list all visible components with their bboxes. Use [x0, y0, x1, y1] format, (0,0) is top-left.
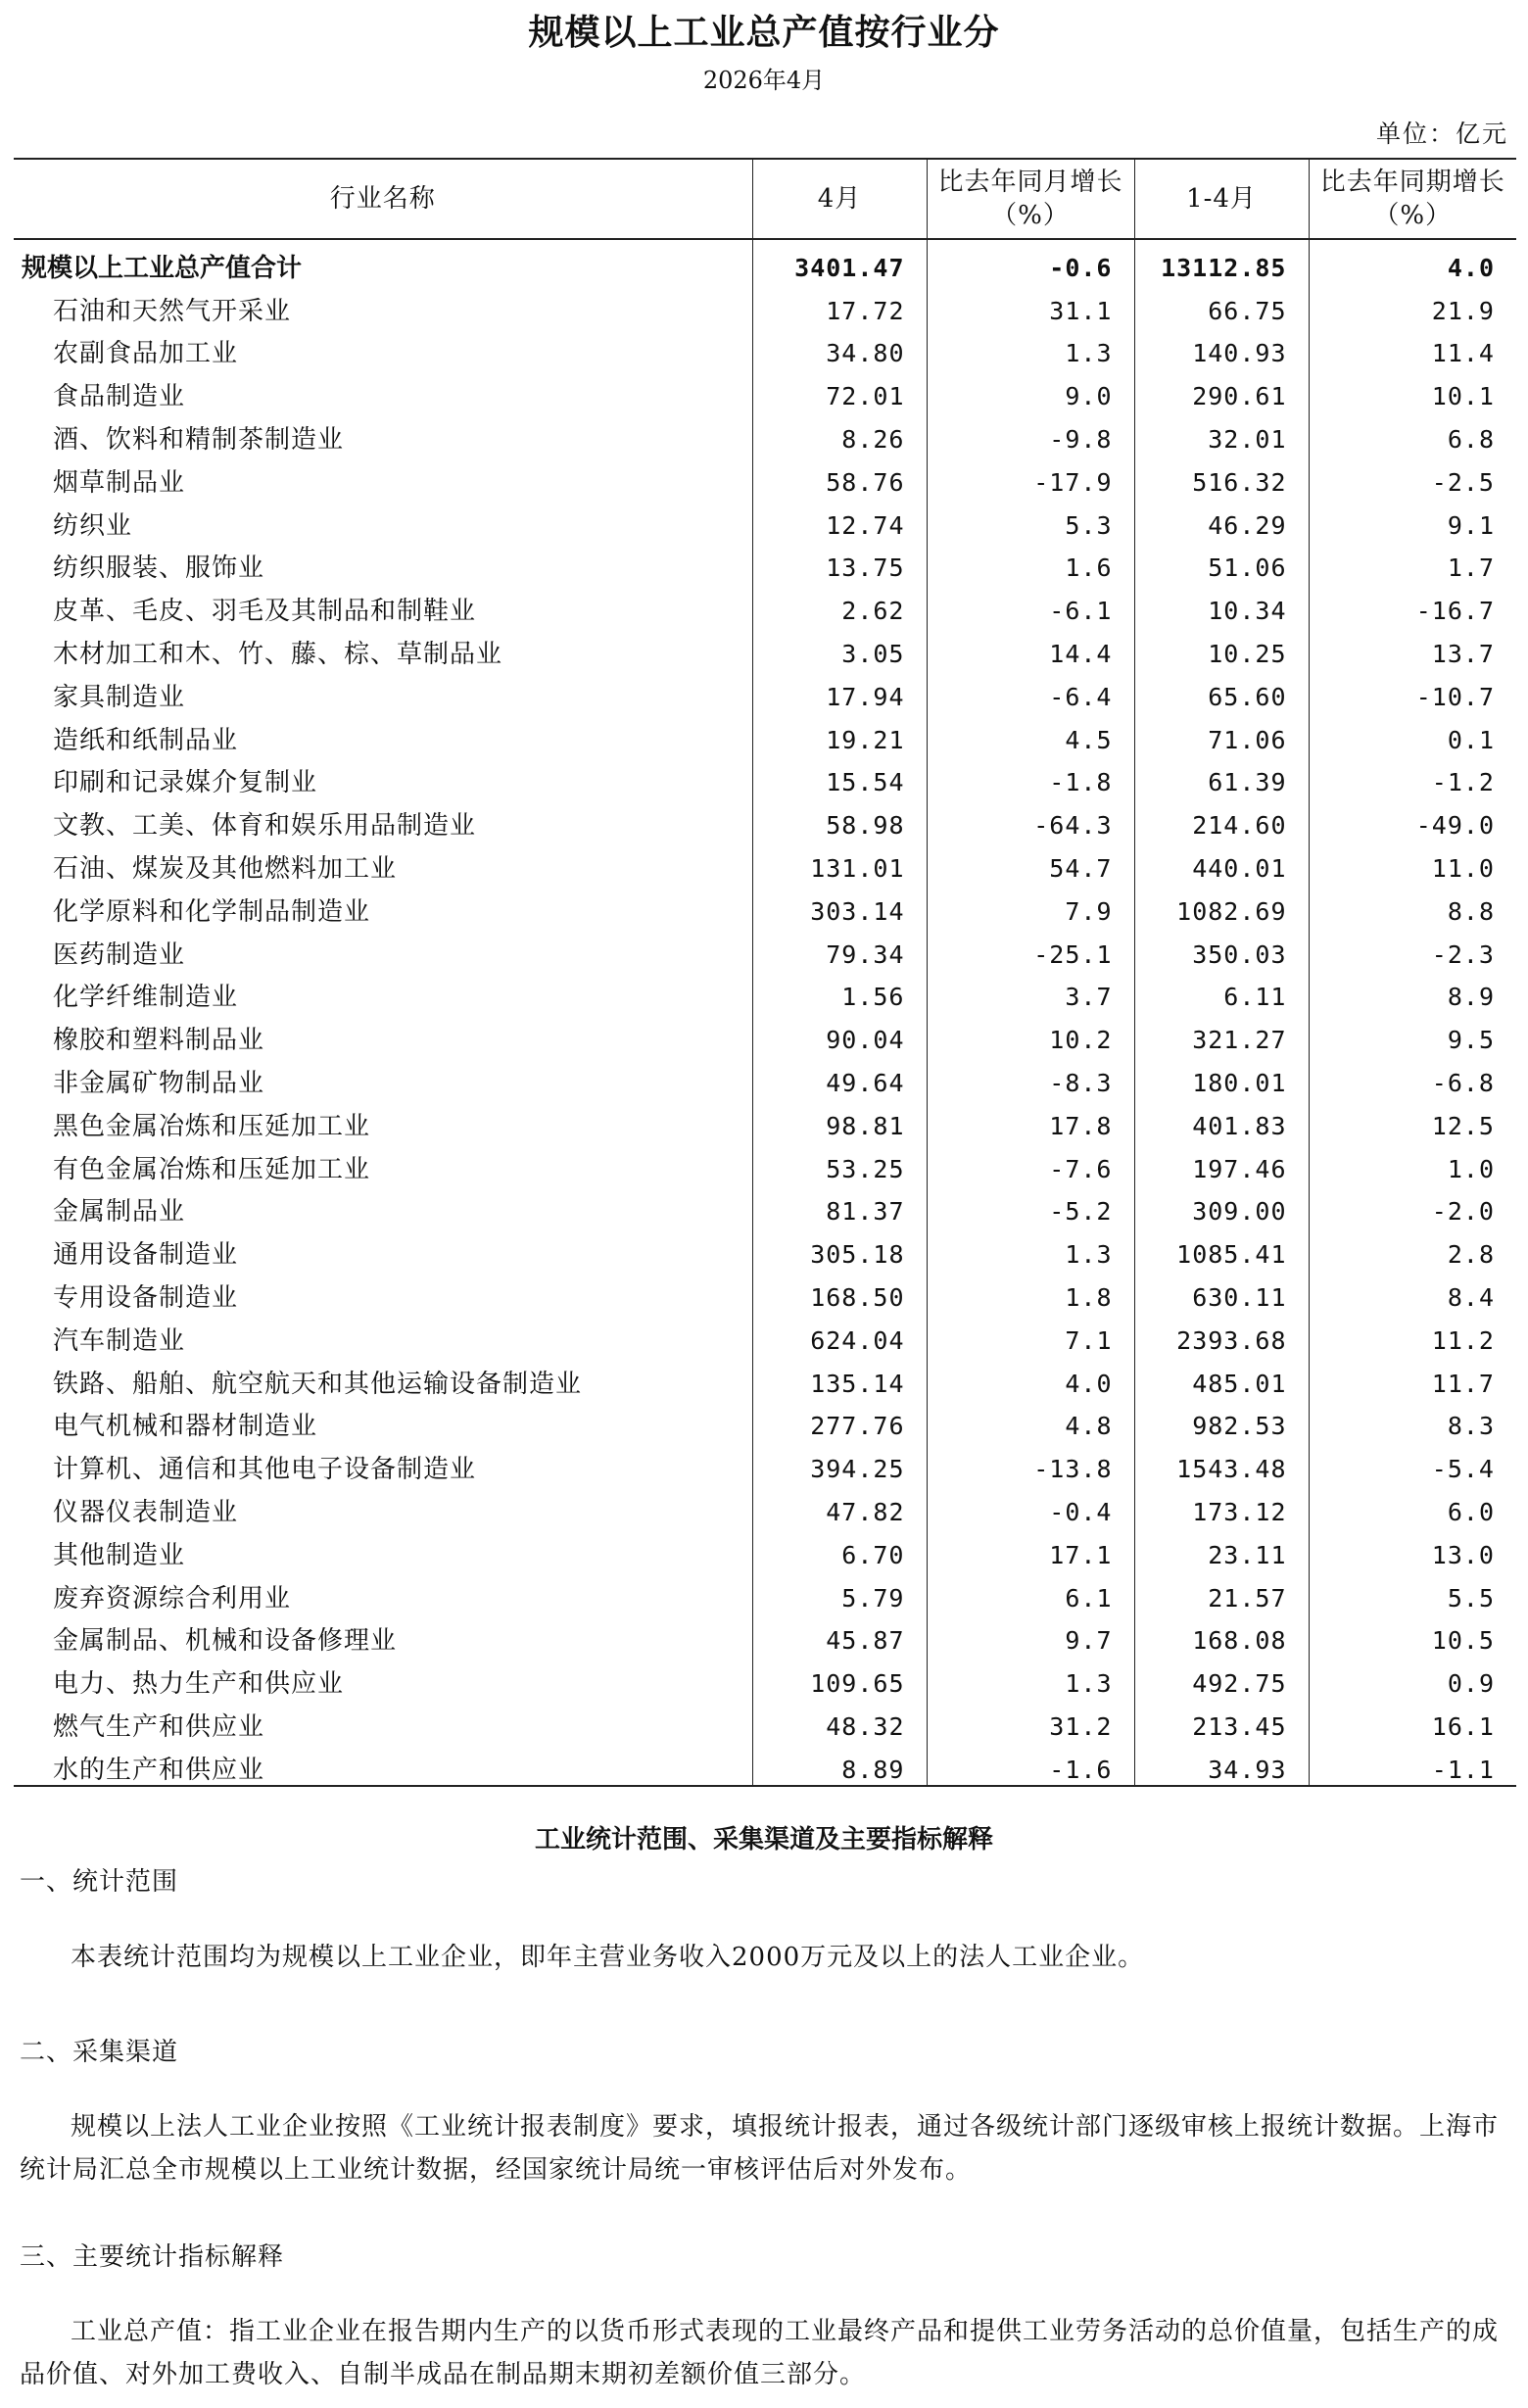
month-value: 8.26 — [752, 411, 927, 455]
section-channel-heading: 二、采集渠道 — [20, 2038, 179, 2067]
cumulative-growth: -2.0 — [1309, 1184, 1516, 1228]
table-row — [14, 841, 1516, 884]
cumulative-value: 630.11 — [1134, 1270, 1309, 1313]
cumulative-growth: 12.5 — [1309, 1098, 1516, 1141]
month-value: 98.81 — [752, 1098, 927, 1141]
cumulative-growth: 13.0 — [1309, 1527, 1516, 1570]
month-value: 2.62 — [752, 583, 927, 626]
table-row — [14, 1227, 1516, 1270]
cumulative-growth: 8.8 — [1309, 884, 1516, 927]
cumulative-growth: -2.5 — [1309, 455, 1516, 498]
month-growth: 54.7 — [927, 841, 1134, 884]
section-indicator-heading: 三、主要统计指标解释 — [20, 2242, 285, 2272]
industry-name: 金属制品、机械和设备修理业 — [53, 1626, 398, 1657]
cumulative-value: 1085.41 — [1134, 1227, 1309, 1270]
month-value: 19.21 — [752, 712, 927, 755]
industry-name: 黑色金属冶炼和压延加工业 — [53, 1111, 371, 1141]
table-row — [14, 884, 1516, 927]
cumulative-value: 290.61 — [1134, 368, 1309, 411]
table-row — [14, 970, 1516, 1013]
cumulative-growth: 9.5 — [1309, 1012, 1516, 1055]
month-growth: 1.3 — [927, 1656, 1134, 1699]
cumulative-value: 10.25 — [1134, 626, 1309, 669]
header-cumulative: 1-4月 — [1134, 159, 1309, 239]
table-row — [14, 1742, 1516, 1786]
industry-name: 食品制造业 — [53, 382, 186, 412]
table-row — [14, 1527, 1516, 1570]
table-row — [14, 1313, 1516, 1356]
cumulative-value: 213.45 — [1134, 1699, 1309, 1742]
month-value: 81.37 — [752, 1184, 927, 1228]
month-growth: 14.4 — [927, 626, 1134, 669]
cumulative-value: 66.75 — [1134, 283, 1309, 326]
cumulative-growth: 8.9 — [1309, 970, 1516, 1013]
industry-name: 纺织服装、服饰业 — [53, 554, 265, 584]
month-growth: 6.1 — [927, 1570, 1134, 1613]
cumulative-growth: 21.9 — [1309, 283, 1516, 326]
month-value: 131.01 — [752, 841, 927, 884]
month-growth: 7.9 — [927, 884, 1134, 927]
cumulative-growth: 6.8 — [1309, 411, 1516, 455]
month-value: 17.72 — [752, 283, 927, 326]
month-value: 624.04 — [752, 1313, 927, 1356]
industry-name: 农副食品加工业 — [53, 339, 239, 369]
table-row — [14, 669, 1516, 712]
cumulative-value: 21.57 — [1134, 1570, 1309, 1613]
month-growth: 3.7 — [927, 970, 1134, 1013]
cumulative-value: 71.06 — [1134, 712, 1309, 755]
cumulative-value: 214.60 — [1134, 797, 1309, 841]
header-cumulative-growth: 比去年同期增长（%） — [1309, 159, 1516, 239]
unit-label: 单位：亿元 — [1375, 120, 1508, 148]
cumulative-value: 180.01 — [1134, 1055, 1309, 1098]
month-growth: -1.8 — [927, 755, 1134, 798]
month-growth: -9.8 — [927, 411, 1134, 455]
cumulative-growth: 5.5 — [1309, 1570, 1516, 1613]
industry-name: 印刷和记录媒介复制业 — [53, 768, 318, 798]
month-growth: 31.1 — [927, 283, 1134, 326]
month-value: 3.05 — [752, 626, 927, 669]
industry-name: 橡胶和塑料制品业 — [53, 1026, 265, 1056]
table-row — [14, 1441, 1516, 1484]
industry-name: 电气机械和器材制造业 — [53, 1412, 318, 1442]
section-channel-text: 规模以上法人工业企业按照《工业统计报表制度》要求，填报统计报表，通过各级统计部门逐级审核上报统计数据。上海市统计局汇总全市规模以上工业统计数据，经国家统计局统一审核评估后对外发布。 — [20, 2112, 1500, 2185]
report-title: 规模以上工业总产值按行业分 — [528, 13, 1000, 53]
industry-name: 石油、煤炭及其他燃料加工业 — [53, 853, 398, 884]
section-scope-heading: 一、统计范围 — [20, 1867, 179, 1897]
month-growth: 4.8 — [927, 1399, 1134, 1442]
cumulative-value: 401.83 — [1134, 1098, 1309, 1141]
cumulative-growth: -10.7 — [1309, 669, 1516, 712]
month-value: 13.75 — [752, 541, 927, 584]
month-value: 49.64 — [752, 1055, 927, 1098]
cumulative-value: 173.12 — [1134, 1484, 1309, 1527]
month-value: 8.89 — [752, 1742, 927, 1786]
cumulative-value: 46.29 — [1134, 498, 1309, 541]
cumulative-value: 1543.48 — [1134, 1441, 1309, 1484]
month-growth: 17.1 — [927, 1527, 1134, 1570]
header-month-growth: 比去年同月增长（%） — [927, 159, 1134, 239]
month-growth: -8.3 — [927, 1055, 1134, 1098]
table-row — [14, 626, 1516, 669]
month-growth: -0.4 — [927, 1484, 1134, 1527]
table-row — [14, 283, 1516, 326]
table-row — [14, 326, 1516, 369]
month-value: 45.87 — [752, 1613, 927, 1657]
industry-name: 家具制造业 — [53, 682, 186, 712]
month-value: 90.04 — [752, 1012, 927, 1055]
month-growth: 1.3 — [927, 1227, 1134, 1270]
table-row — [14, 368, 1516, 411]
table-row — [14, 455, 1516, 498]
month-growth: -7.6 — [927, 1141, 1134, 1184]
cumulative-value: 321.27 — [1134, 1012, 1309, 1055]
cumulative-value: 23.11 — [1134, 1527, 1309, 1570]
month-value: 58.98 — [752, 797, 927, 841]
cumulative-growth: 8.4 — [1309, 1270, 1516, 1313]
industry-name: 汽车制造业 — [53, 1325, 186, 1356]
cumulative-value: 51.06 — [1134, 541, 1309, 584]
table-row-total — [14, 239, 1516, 283]
industry-name: 造纸和纸制品业 — [53, 725, 239, 755]
month-growth: 4.0 — [927, 1356, 1134, 1399]
month-growth: -5.2 — [927, 1184, 1134, 1228]
month-growth: -6.1 — [927, 583, 1134, 626]
month-growth: 1.3 — [927, 326, 1134, 369]
industry-name: 其他制造业 — [53, 1540, 186, 1570]
table-row — [14, 712, 1516, 755]
cumulative-value: 516.32 — [1134, 455, 1309, 498]
table-row — [14, 1270, 1516, 1313]
cumulative-value: 197.46 — [1134, 1141, 1309, 1184]
industry-name: 纺织业 — [53, 510, 133, 541]
table-row — [14, 411, 1516, 455]
cumulative-growth: 4.0 — [1309, 239, 1516, 283]
cumulative-value: 168.08 — [1134, 1613, 1309, 1657]
month-growth: 4.5 — [927, 712, 1134, 755]
industry-name: 医药制造业 — [53, 939, 186, 970]
month-value: 5.79 — [752, 1570, 927, 1613]
industry-name: 化学纤维制造业 — [53, 983, 239, 1013]
cumulative-growth: -49.0 — [1309, 797, 1516, 841]
table-row — [14, 1055, 1516, 1098]
month-value: 303.14 — [752, 884, 927, 927]
cumulative-growth: -2.3 — [1309, 927, 1516, 970]
cumulative-growth: 9.1 — [1309, 498, 1516, 541]
month-growth: 10.2 — [927, 1012, 1134, 1055]
table-row — [14, 541, 1516, 584]
industry-name: 水的生产和供应业 — [14, 1742, 752, 1786]
table-row — [14, 1356, 1516, 1399]
table-row — [14, 1399, 1516, 1442]
cumulative-growth: 1.7 — [1309, 541, 1516, 584]
industry-name: 石油和天然气开采业 — [53, 296, 292, 326]
cumulative-growth: 0.1 — [1309, 712, 1516, 755]
industry-name: 酒、饮料和精制茶制造业 — [53, 424, 345, 455]
month-value: 72.01 — [752, 368, 927, 411]
month-value: 48.32 — [752, 1699, 927, 1742]
month-value: 135.14 — [752, 1356, 927, 1399]
cumulative-growth: 10.5 — [1309, 1613, 1516, 1657]
cumulative-growth: -16.7 — [1309, 583, 1516, 626]
month-growth: -25.1 — [927, 927, 1134, 970]
industry-name: 电力、热力生产和供应业 — [53, 1669, 345, 1700]
industry-name: 专用设备制造业 — [53, 1282, 239, 1313]
industry-name: 废弃资源综合利用业 — [53, 1583, 292, 1613]
table-row — [14, 1012, 1516, 1055]
month-growth: 1.8 — [927, 1270, 1134, 1313]
cumulative-growth: 13.7 — [1309, 626, 1516, 669]
notes-title: 工业统计范围、采集渠道及主要指标解释 — [534, 1825, 993, 1854]
cumulative-growth: 11.4 — [1309, 326, 1516, 369]
industry-name: 木材加工和木、竹、藤、棕、草制品业 — [53, 639, 503, 669]
cumulative-growth: 8.3 — [1309, 1399, 1516, 1442]
cumulative-growth: -6.8 — [1309, 1055, 1516, 1098]
industry-name: 通用设备制造业 — [53, 1240, 239, 1271]
cumulative-growth: -5.4 — [1309, 1441, 1516, 1484]
table-row — [14, 1570, 1516, 1613]
industry-name: 化学原料和化学制品制造业 — [53, 896, 371, 927]
month-value: 3401.47 — [752, 239, 927, 283]
cumulative-value: 492.75 — [1134, 1656, 1309, 1699]
header-industry: 行业名称 — [14, 159, 752, 239]
industry-name: 规模以上工业总产值合计 — [22, 253, 303, 283]
table-row — [14, 583, 1516, 626]
month-growth: -1.6 — [927, 1742, 1134, 1786]
month-growth: -6.4 — [927, 669, 1134, 712]
cumulative-value: 2393.68 — [1134, 1313, 1309, 1356]
cumulative-value: 350.03 — [1134, 927, 1309, 970]
cumulative-value: 982.53 — [1134, 1399, 1309, 1442]
industry-name: 非金属矿物制品业 — [53, 1068, 265, 1098]
month-value: 277.76 — [752, 1399, 927, 1442]
industry-name: 皮革、毛皮、羽毛及其制品和制鞋业 — [53, 597, 477, 627]
month-value: 394.25 — [752, 1441, 927, 1484]
month-value: 109.65 — [752, 1656, 927, 1699]
month-value: 79.34 — [752, 927, 927, 970]
industry-name: 有色金属冶炼和压延加工业 — [53, 1154, 371, 1184]
cumulative-value: 140.93 — [1134, 326, 1309, 369]
cumulative-growth: -1.2 — [1309, 755, 1516, 798]
cumulative-value: 32.01 — [1134, 411, 1309, 455]
month-growth: 1.6 — [927, 541, 1134, 584]
month-value: 47.82 — [752, 1484, 927, 1527]
table-row — [14, 755, 1516, 798]
table-row — [14, 1699, 1516, 1742]
table-row — [14, 1184, 1516, 1228]
month-growth: 9.7 — [927, 1613, 1134, 1657]
industry-name: 金属制品业 — [53, 1197, 186, 1228]
month-growth: -13.8 — [927, 1441, 1134, 1484]
header-month: 4月 — [752, 159, 927, 239]
month-growth: 31.2 — [927, 1699, 1134, 1742]
month-value: 34.80 — [752, 326, 927, 369]
industry-name: 铁路、船舶、航空航天和其他运输设备制造业 — [53, 1369, 583, 1399]
month-value: 12.74 — [752, 498, 927, 541]
cumulative-value: 10.34 — [1134, 583, 1309, 626]
table-row — [14, 1484, 1516, 1527]
month-growth: -17.9 — [927, 455, 1134, 498]
cumulative-value: 13112.85 — [1134, 239, 1309, 283]
industry-name: 文教、工美、体育和娱乐用品制造业 — [53, 811, 477, 842]
cumulative-growth: 2.8 — [1309, 1227, 1516, 1270]
month-value: 58.76 — [752, 455, 927, 498]
cumulative-value: 61.39 — [1134, 755, 1309, 798]
cumulative-growth: 6.0 — [1309, 1484, 1516, 1527]
cumulative-growth: 11.0 — [1309, 841, 1516, 884]
cumulative-growth: 0.9 — [1309, 1656, 1516, 1699]
cumulative-value: 485.01 — [1134, 1356, 1309, 1399]
month-value: 1.56 — [752, 970, 927, 1013]
cumulative-growth: 16.1 — [1309, 1699, 1516, 1742]
table-row — [14, 1613, 1516, 1657]
cumulative-growth: 11.2 — [1309, 1313, 1516, 1356]
industry-name: 计算机、通信和其他电子设备制造业 — [53, 1455, 477, 1485]
cumulative-value: 65.60 — [1134, 669, 1309, 712]
industry-name: 烟草制品业 — [53, 467, 186, 498]
month-growth: -0.6 — [927, 239, 1134, 283]
cumulative-value: 34.93 — [1134, 1742, 1309, 1786]
month-value: 6.70 — [752, 1527, 927, 1570]
table-row — [14, 498, 1516, 541]
table-header-row — [14, 159, 1516, 239]
cumulative-growth: 11.7 — [1309, 1356, 1516, 1399]
cumulative-growth: -1.1 — [1309, 1742, 1516, 1786]
month-value: 305.18 — [752, 1227, 927, 1270]
report-period: 2026年4月 — [702, 67, 826, 94]
cumulative-value: 440.01 — [1134, 841, 1309, 884]
month-value: 17.94 — [752, 669, 927, 712]
table-row — [14, 1656, 1516, 1699]
industry-name: 燃气生产和供应业 — [53, 1711, 265, 1742]
table-row — [14, 797, 1516, 841]
table-row — [14, 1141, 1516, 1184]
month-growth: 7.1 — [927, 1313, 1134, 1356]
table-row — [14, 927, 1516, 970]
cumulative-growth: 10.1 — [1309, 368, 1516, 411]
month-growth: 17.8 — [927, 1098, 1134, 1141]
cumulative-value: 6.11 — [1134, 970, 1309, 1013]
industry-output-table — [14, 158, 1516, 1787]
month-growth: 9.0 — [927, 368, 1134, 411]
section-indicator-text: 工业总产值：指工业企业在报告期内生产的以货币形式表现的工业最终产品和提供工业劳务活动的总价值量，包括生产的成品价值、对外加工费收入、自制半成品在制品期末期初差额价值三部分。 — [20, 2317, 1500, 2389]
cumulative-growth: 1.0 — [1309, 1141, 1516, 1184]
section-scope-text: 本表统计范围均为规模以上工业企业，即年主营业务收入2000万元及以上的法人工业企业。 — [71, 1943, 1145, 1972]
month-growth: 5.3 — [927, 498, 1134, 541]
month-value: 15.54 — [752, 755, 927, 798]
industry-name: 仪器仪表制造业 — [53, 1497, 239, 1527]
cumulative-value: 309.00 — [1134, 1184, 1309, 1228]
cumulative-value: 1082.69 — [1134, 884, 1309, 927]
table-row — [14, 1098, 1516, 1141]
month-value: 53.25 — [752, 1141, 927, 1184]
month-growth: -64.3 — [927, 797, 1134, 841]
month-value: 168.50 — [752, 1270, 927, 1313]
